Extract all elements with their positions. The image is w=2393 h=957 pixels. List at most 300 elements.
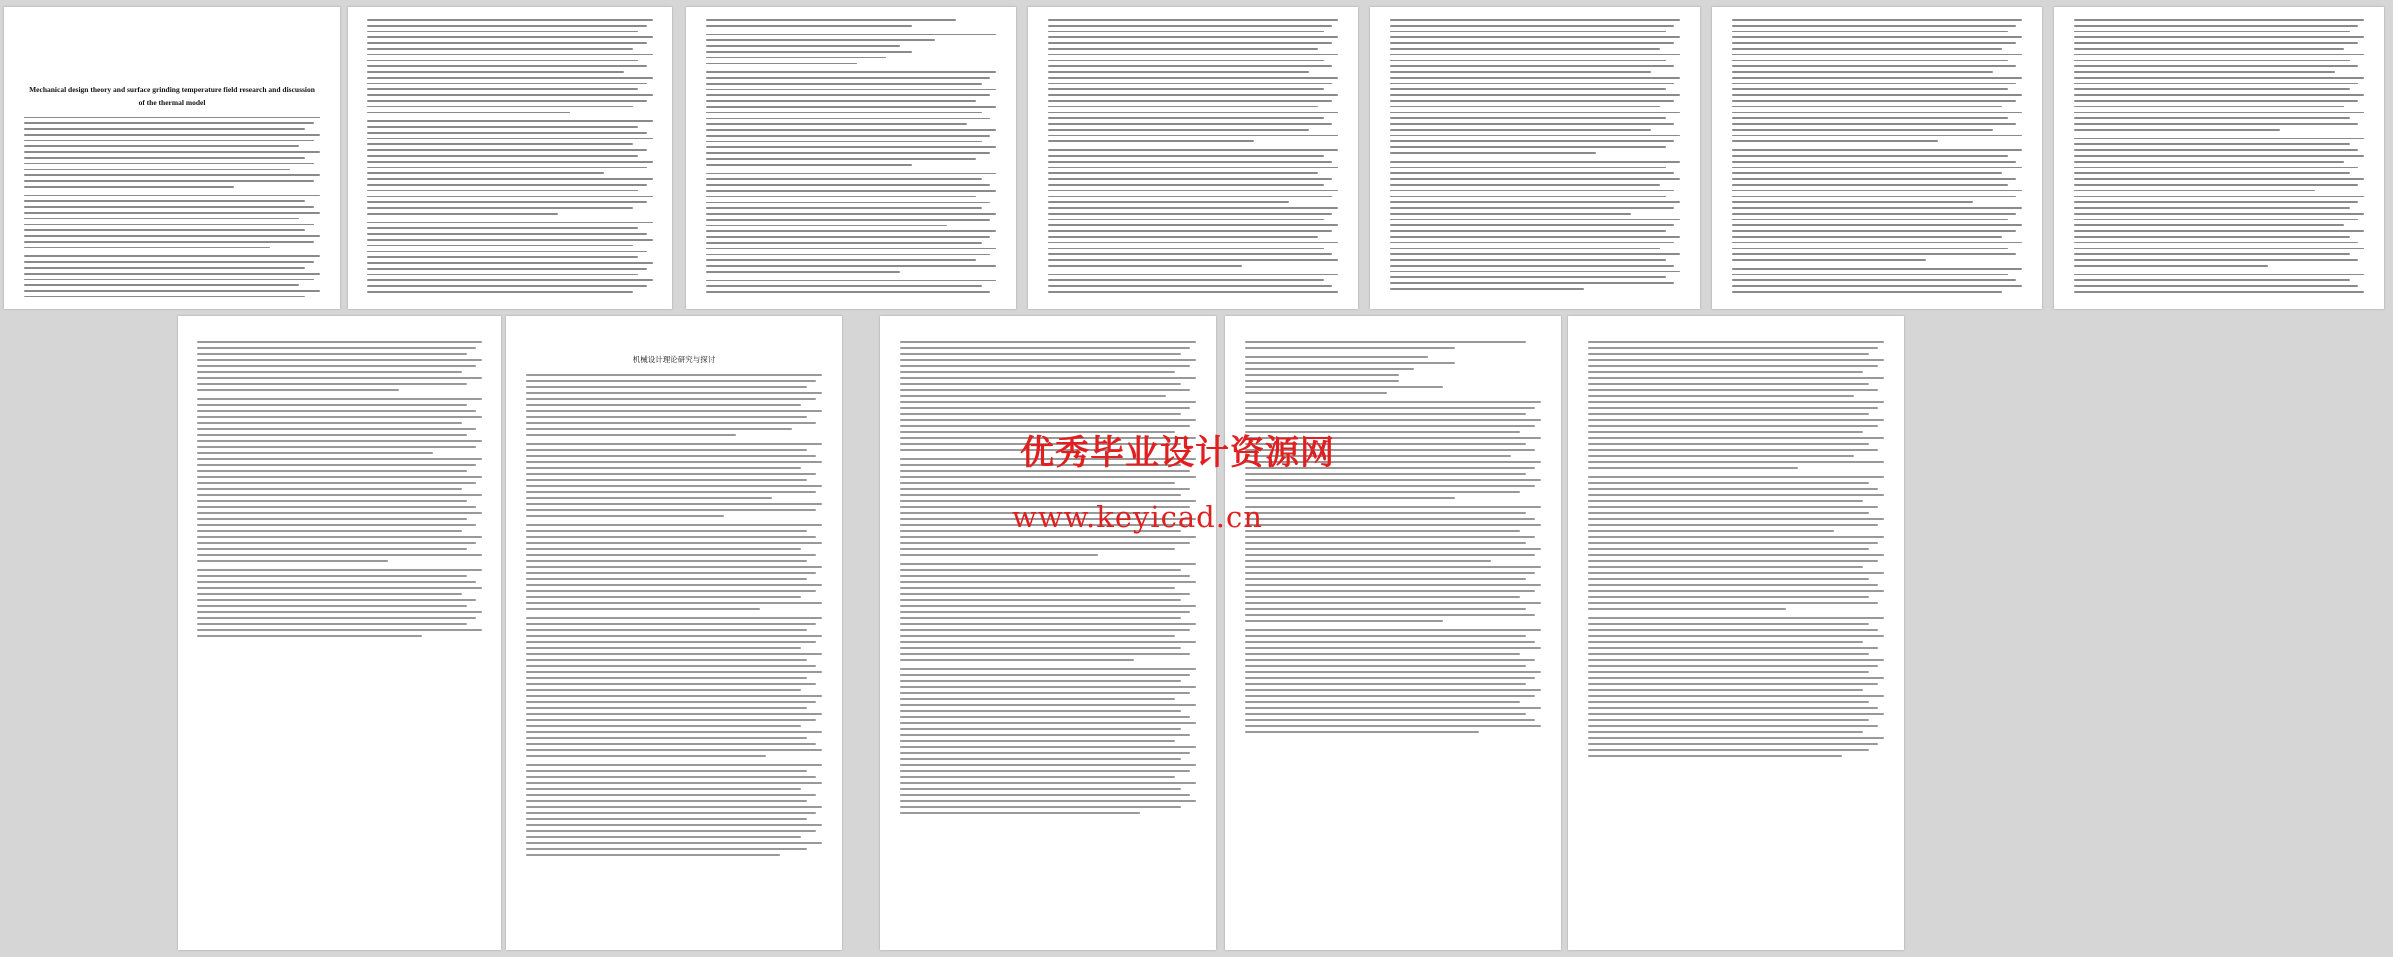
text-line	[24, 279, 314, 281]
text-line	[526, 647, 801, 649]
text-line	[706, 265, 996, 267]
text-line	[24, 117, 320, 119]
text-line	[24, 241, 314, 243]
text-line	[1588, 395, 1854, 397]
text-line	[24, 186, 234, 188]
text-line	[526, 713, 822, 715]
text-line	[900, 776, 1175, 778]
text-line	[1732, 36, 2022, 38]
text-line	[367, 42, 646, 44]
text-line	[706, 77, 991, 79]
text-line	[706, 112, 982, 114]
text-line	[24, 284, 299, 286]
text-line	[706, 202, 991, 204]
text-line	[1390, 207, 1675, 209]
text-line	[900, 581, 1196, 583]
text-line	[900, 629, 1190, 631]
text-line	[1732, 25, 2017, 27]
text-line	[1588, 371, 1863, 373]
page-3	[686, 7, 1016, 309]
text-line	[2074, 65, 2359, 67]
text-line	[1732, 31, 2008, 33]
text-line	[1588, 596, 1869, 598]
text-line	[706, 106, 996, 108]
text-line	[197, 599, 476, 601]
text-line	[24, 180, 314, 182]
page-9	[506, 316, 842, 950]
text-line	[197, 446, 476, 448]
text-line	[526, 596, 801, 598]
text-line	[526, 374, 822, 376]
text-line	[1390, 71, 1651, 73]
text-line	[1048, 196, 1333, 198]
text-line	[1732, 117, 2008, 119]
page-6	[1712, 7, 2042, 309]
text-line	[24, 200, 305, 202]
text-line	[1732, 71, 1993, 73]
text-line	[1732, 236, 2002, 238]
text-line	[1390, 253, 1680, 255]
text-line	[2074, 123, 2359, 125]
text-line	[1245, 659, 1535, 661]
text-line	[706, 285, 982, 287]
text-line	[900, 563, 1196, 565]
text-line	[1245, 347, 1455, 349]
text-line	[197, 464, 476, 466]
text-line	[900, 794, 1190, 796]
text-line	[197, 341, 481, 343]
text-line	[526, 623, 816, 625]
text-line	[900, 686, 1196, 688]
text-line	[526, 707, 807, 709]
text-block	[24, 117, 320, 297]
text-line	[24, 255, 320, 257]
text-line	[24, 224, 314, 226]
text-line	[900, 482, 1175, 484]
text-line	[706, 83, 982, 85]
text-line	[900, 542, 1190, 544]
text-line	[367, 161, 652, 163]
text-line	[706, 51, 912, 53]
text-line	[197, 581, 476, 583]
text-line	[900, 752, 1190, 754]
text-line	[197, 482, 476, 484]
text-line	[1048, 149, 1338, 151]
text-line	[197, 470, 467, 472]
text-line	[526, 422, 816, 424]
text-line	[1390, 288, 1585, 290]
text-line	[1732, 201, 1973, 203]
text-line	[1390, 88, 1666, 90]
text-line	[900, 389, 1190, 391]
page-body	[1588, 341, 1884, 924]
text-line	[2074, 167, 2359, 169]
text-line	[1390, 248, 1660, 250]
text-line	[1048, 83, 1333, 85]
text-line	[197, 410, 476, 412]
text-line	[526, 410, 822, 412]
text-line	[526, 590, 816, 592]
text-line	[367, 25, 646, 27]
text-line	[526, 653, 822, 655]
text-line	[1048, 88, 1324, 90]
text-line	[1390, 83, 1675, 85]
text-line	[197, 593, 461, 595]
page-body	[24, 83, 320, 297]
document-title: Mechanical design theory and surface grinding temperature field research and discussion of the thermal model	[29, 84, 315, 107]
text-line	[1588, 665, 1878, 667]
text-line	[900, 395, 1166, 397]
text-line	[24, 267, 305, 269]
text-line	[1588, 701, 1869, 703]
text-line	[24, 140, 314, 142]
text-line	[526, 629, 807, 631]
text-line	[1732, 48, 2002, 50]
text-line	[1732, 167, 2022, 169]
text-line	[1245, 566, 1541, 568]
text-line	[1588, 566, 1863, 568]
text-line	[367, 279, 652, 281]
text-line	[1390, 117, 1666, 119]
text-line	[2074, 42, 2359, 44]
text-line	[2074, 161, 2344, 163]
text-line	[706, 158, 976, 160]
text-line	[706, 34, 996, 36]
text-line	[1732, 140, 1938, 142]
page-7	[2054, 7, 2384, 309]
text-line	[1390, 196, 1666, 198]
text-line	[24, 134, 320, 136]
text-line	[526, 443, 822, 445]
text-line	[367, 196, 652, 198]
text-line	[1588, 755, 1842, 757]
text-block	[1732, 19, 2022, 297]
text-line	[526, 824, 822, 826]
text-line	[1732, 135, 2022, 137]
text-line	[24, 247, 269, 249]
text-line	[367, 239, 652, 241]
text-line	[900, 680, 1181, 682]
text-line	[900, 692, 1190, 694]
text-line	[2074, 196, 2364, 198]
text-line	[1245, 512, 1526, 514]
text-line	[526, 473, 816, 475]
page-5	[1370, 7, 1700, 309]
text-line	[1390, 282, 1675, 284]
text-line	[900, 674, 1190, 676]
text-line	[367, 245, 632, 247]
text-line	[2074, 71, 2335, 73]
text-line	[526, 725, 801, 727]
text-line	[526, 386, 807, 388]
text-line	[1048, 291, 1338, 293]
text-line	[1048, 94, 1338, 96]
text-line	[900, 746, 1196, 748]
text-line	[706, 118, 991, 120]
text-line	[706, 230, 996, 232]
text-line	[1588, 602, 1878, 604]
text-block	[1048, 19, 1338, 297]
text-line	[706, 271, 901, 273]
text-line	[900, 554, 1098, 556]
text-line	[197, 383, 467, 385]
text-line	[1588, 578, 1869, 580]
text-line	[526, 536, 816, 538]
text-line	[900, 365, 1190, 367]
text-line	[1588, 431, 1863, 433]
text-line	[1390, 190, 1675, 192]
text-line	[900, 347, 1190, 349]
text-line	[526, 782, 822, 784]
text-line	[1588, 725, 1878, 727]
text-line	[1588, 689, 1863, 691]
text-line	[1048, 54, 1338, 56]
text-line	[24, 218, 299, 220]
text-line	[526, 836, 801, 838]
text-line	[2074, 172, 2350, 174]
text-line	[24, 145, 299, 147]
text-line	[367, 274, 638, 276]
text-line	[197, 389, 399, 391]
text-line	[1245, 506, 1541, 508]
text-line	[1245, 479, 1541, 481]
text-line	[1390, 42, 1675, 44]
text-line	[1390, 219, 1680, 221]
text-line	[1732, 161, 2017, 163]
text-line	[367, 251, 646, 253]
text-line	[197, 617, 476, 619]
text-line	[197, 494, 481, 496]
text-line	[197, 365, 476, 367]
text-line	[1732, 94, 2022, 96]
text-line	[2074, 88, 2350, 90]
page-12	[1568, 316, 1904, 950]
text-line	[367, 285, 646, 287]
text-line	[1390, 77, 1680, 79]
text-line	[1390, 259, 1666, 261]
text-line	[1245, 707, 1541, 709]
text-line	[526, 776, 816, 778]
text-line	[1048, 42, 1333, 44]
text-line	[900, 401, 1196, 403]
text-line	[900, 587, 1175, 589]
text-line	[367, 201, 646, 203]
text-line	[1048, 274, 1338, 276]
text-line	[2074, 60, 2350, 62]
text-line	[706, 25, 912, 27]
text-line	[526, 530, 807, 532]
text-line	[197, 347, 476, 349]
text-line	[197, 542, 476, 544]
text-line	[900, 812, 1140, 814]
text-line	[367, 54, 652, 56]
text-line	[900, 599, 1181, 601]
page-body	[367, 19, 652, 297]
text-line	[526, 755, 766, 757]
text-line	[367, 178, 652, 180]
text-line	[706, 89, 996, 91]
text-line	[1048, 48, 1318, 50]
text-line	[1245, 719, 1535, 721]
text-line	[900, 353, 1181, 355]
text-line	[900, 617, 1181, 619]
text-line	[2074, 265, 2269, 267]
text-line	[2074, 77, 2364, 79]
text-line	[197, 605, 467, 607]
text-line	[367, 167, 646, 169]
text-block	[2074, 19, 2364, 297]
text-line	[197, 575, 467, 577]
text-line	[706, 178, 982, 180]
text-line	[900, 575, 1190, 577]
text-line	[1245, 536, 1535, 538]
text-line	[1588, 584, 1878, 586]
text-line	[1732, 123, 2017, 125]
text-block	[1588, 341, 1884, 757]
text-line	[706, 196, 976, 198]
text-line	[197, 416, 481, 418]
text-line	[1732, 88, 2008, 90]
text-line	[1245, 695, 1535, 697]
text-line	[1390, 224, 1675, 226]
text-line	[1048, 112, 1338, 114]
text-line	[2074, 230, 2364, 232]
text-line	[1390, 106, 1660, 108]
text-line	[1390, 152, 1596, 154]
text-line	[1390, 54, 1680, 56]
watermark-url: www.keyicad.cn	[1012, 500, 1263, 534]
text-line	[1048, 65, 1333, 67]
text-line	[1588, 713, 1884, 715]
text-line	[526, 788, 801, 790]
text-line	[1390, 140, 1675, 142]
text-line	[1732, 149, 2022, 151]
text-line	[367, 143, 632, 145]
page-body	[1732, 19, 2022, 297]
text-line	[2074, 143, 2350, 145]
text-line	[1245, 386, 1443, 388]
text-line	[1732, 196, 2017, 198]
text-block	[526, 374, 822, 856]
text-line	[526, 548, 801, 550]
text-line	[1588, 518, 1884, 520]
text-line	[1732, 230, 2017, 232]
text-line	[526, 554, 816, 556]
text-line	[367, 172, 604, 174]
text-line	[900, 806, 1181, 808]
text-line	[367, 190, 638, 192]
text-line	[526, 479, 807, 481]
text-line	[1245, 614, 1535, 616]
text-line	[900, 758, 1181, 760]
text-line	[1390, 271, 1680, 273]
text-line	[900, 359, 1196, 361]
text-line	[1588, 560, 1878, 562]
text-line	[1732, 268, 2022, 270]
text-line	[1588, 719, 1869, 721]
text-line	[900, 413, 1181, 415]
text-line	[706, 152, 991, 154]
text-line	[1732, 207, 2022, 209]
text-line	[526, 848, 807, 850]
text-line	[1245, 608, 1526, 610]
text-line	[526, 842, 822, 844]
text-line	[900, 710, 1181, 712]
text-line	[1048, 71, 1309, 73]
text-line	[706, 164, 912, 166]
text-line	[2074, 112, 2364, 114]
text-line	[1588, 359, 1884, 361]
text-line	[900, 341, 1196, 343]
text-line	[2074, 248, 2364, 250]
text-line	[1588, 401, 1884, 403]
text-line	[526, 515, 724, 517]
text-line	[1390, 100, 1675, 102]
text-line	[1390, 65, 1675, 67]
text-line	[900, 488, 1190, 490]
text-line	[1390, 48, 1660, 50]
text-line	[197, 353, 467, 355]
text-line	[900, 716, 1190, 718]
text-line	[1245, 584, 1541, 586]
text-line	[1245, 590, 1535, 592]
text-line	[526, 665, 816, 667]
text-line	[1048, 178, 1333, 180]
text-line	[197, 371, 461, 373]
text-line	[1390, 178, 1680, 180]
text-line	[24, 151, 320, 153]
text-line	[1588, 476, 1884, 478]
text-line	[526, 812, 816, 814]
text-line	[1588, 353, 1869, 355]
text-line	[2074, 94, 2364, 96]
text-line	[197, 476, 481, 478]
text-line	[706, 213, 996, 215]
text-line	[706, 190, 996, 192]
text-line	[526, 509, 816, 511]
text-line	[1048, 242, 1338, 244]
text-block	[1245, 341, 1541, 733]
text-line	[1588, 548, 1869, 550]
text-line	[900, 371, 1175, 373]
text-line	[2074, 36, 2364, 38]
text-line	[197, 398, 481, 400]
text-line	[24, 212, 320, 214]
text-line	[1588, 524, 1878, 526]
text-line	[900, 383, 1181, 385]
text-line	[1048, 259, 1338, 261]
text-line	[900, 569, 1181, 571]
text-line	[1048, 236, 1318, 238]
text-line	[1048, 285, 1333, 287]
text-line	[526, 524, 822, 526]
text-line	[1245, 497, 1455, 499]
text-line	[197, 560, 387, 562]
text-line	[526, 566, 822, 568]
text-line	[24, 261, 314, 263]
text-line	[2074, 213, 2364, 215]
text-line	[367, 106, 632, 108]
text-line	[1588, 554, 1884, 556]
text-line	[1588, 590, 1884, 592]
text-line	[1588, 482, 1869, 484]
text-line	[900, 788, 1181, 790]
text-line	[24, 229, 305, 231]
text-line	[1245, 530, 1520, 532]
text-line	[706, 259, 976, 261]
text-line	[197, 569, 481, 571]
text-line	[526, 617, 822, 619]
